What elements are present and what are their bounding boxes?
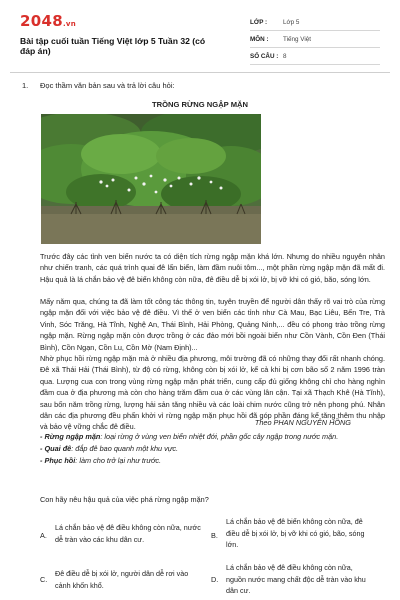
- option-b-text[interactable]: Lá chắn bảo vệ đê biển không còn nữa, đê điều dễ bị xói lở, bị vỡ khi có gió, bão, sóng lớn.: [226, 517, 365, 549]
- glossary-note: [40, 432, 338, 441]
- question-number: 1.: [22, 81, 29, 90]
- meta-count-value: 8: [283, 52, 287, 60]
- glossary-note: [40, 444, 178, 453]
- worksheet-meta: [250, 14, 380, 65]
- question-prompt: Đọc thầm văn bản sau và trả lời câu hỏi:: [40, 81, 175, 90]
- passage-paragraph: Mấy năm qua, chúng ta đã làm tốt công tác thông tin, tuyên truyền để người dân thấy rõ vai trò của rừng ngập mặn đối với việc bảo vệ đê điều. Vì thế ở ven biển các tỉnh như Cà Mau, Bạc Liêu, Bến Tre, Trà Vinh, Sóc Trăng, Hà Tĩnh, Nghệ An, Thái Bình, Hải Phòng, Quảng Ninh,... đều có phong trào trồng rừng ngập mặn. Rừng ngập mặn còn được trồng ở các đảo mới bồi ngoài biển như Cồn Vành, Cồn Đen (Thái Bình), Cồn Ngạn, Cồn Lu, Cồn Mờ (Nam Định)...: [40, 297, 385, 352]
- glossary-note: [40, 456, 161, 465]
- meta-class-row: [250, 14, 380, 31]
- glossary-definition: : loại rừng ở vùng ven biển nhiệt đới, phần gốc cây ngập trong nước mặn.: [100, 432, 339, 441]
- option-a-letter[interactable]: A.: [40, 531, 47, 540]
- meta-subject-label: MÔN :: [250, 35, 269, 43]
- glossary-term: - Rừng ngập mặn: [40, 432, 101, 441]
- document-title: Bài tập cuối tuần Tiếng Việt lớp 5 Tuần 32 (có đáp án): [20, 36, 206, 56]
- glossary-definition: : làm cho trở lại như trước.: [75, 456, 162, 465]
- header-divider: [10, 72, 390, 73]
- option-b-letter[interactable]: B.: [211, 531, 218, 540]
- logo-main: 2048: [20, 12, 63, 30]
- meta-count-label: SỐ CÂU :: [250, 52, 279, 60]
- option-c-letter[interactable]: C.: [40, 575, 48, 584]
- passage-source: Theo PHAN NGUYÊN HỒNG: [254, 418, 351, 427]
- site-logo[interactable]: [20, 12, 76, 30]
- meta-subject-row: [250, 31, 380, 48]
- passage-paragraph: Nhờ phục hồi rừng ngập mặn mà ở nhiều địa phương, môi trường đã có những thay đổi rất nhanh chóng. Đê xã Thái Hải (Thái Bình), từ độ có rừng, không còn bị xói lở, kể cả khi bị cơn bão số 2 năm 1996 tràn qua. Lượng cua con trong vùng rừng ngập mặn phát triển, cung cấp đủ giống không chỉ cho hàng nghìn đầm cua ở địa phương mà còn cho hàng trăm đầm cua ở các vùng lân cận. Tại xã Thạch Khê (Hà Tĩnh), sau bốn năm trồng rừng, lượng hải sản tăng nhiều và các loài chim nước cũng trở nên phong phú. Nhân dân các địa phương đều phấn khởi vì rừng ngập mặn phục hồi đã góp phần đáng kể tăng thêm thu nhập và bảo vệ vững chắc đê điều.: [40, 354, 385, 432]
- meta-class-value: Lớp 5: [283, 18, 300, 26]
- meta-count-row: [250, 48, 380, 65]
- meta-subject-value: Tiếng Việt: [283, 35, 312, 43]
- question-ask: Con hãy nêu hậu quả của việc phá rừng ngập mặn?: [40, 495, 209, 504]
- glossary-definition: : đắp đê bao quanh một khu vực.: [71, 444, 179, 453]
- mangrove-illustration: [41, 114, 261, 244]
- option-a-text[interactable]: Lá chắn bảo vệ đê điều không còn nữa, nước dễ tràn vào các khu dân cư.: [55, 523, 201, 544]
- option-d-letter[interactable]: D.: [211, 575, 219, 584]
- meta-class-label: LỚP :: [250, 18, 268, 26]
- worksheet-header: [0, 0, 400, 66]
- option-d-text[interactable]: Lá chắn bảo vệ đê điều không còn nữa, nguồn nước mang chất độc dễ tràn vào khu dân cư.: [226, 563, 366, 595]
- passage-paragraph: Trước đây các tỉnh ven biển nước ta có diện tích rừng ngập mặn khá lớn. Nhưng do nhiều nguyên nhân như chiến tranh, các quá trình quai đê lấn biển, làm đầm nuôi tôm..., một phần rừng ngập mặn đã mất đi. Hậu quả là lá chắn bảo vệ đê biển không còn nữa, đê điều dễ bị xói lở, bị vỡ khi có gió, bão, sóng lớn.: [40, 252, 385, 284]
- logo-suffix: .vn: [62, 20, 77, 28]
- glossary-term: - Phục hồi: [40, 456, 76, 465]
- passage-title: TRỒNG RỪNG NGẬP MẶN: [151, 100, 249, 109]
- option-c-text[interactable]: Đê điều dễ bị xói lở, người dân dễ rơi vào cảnh khốn khổ.: [55, 569, 189, 590]
- mangrove-photo: [41, 114, 261, 244]
- glossary-term: - Quai đê: [40, 444, 72, 453]
